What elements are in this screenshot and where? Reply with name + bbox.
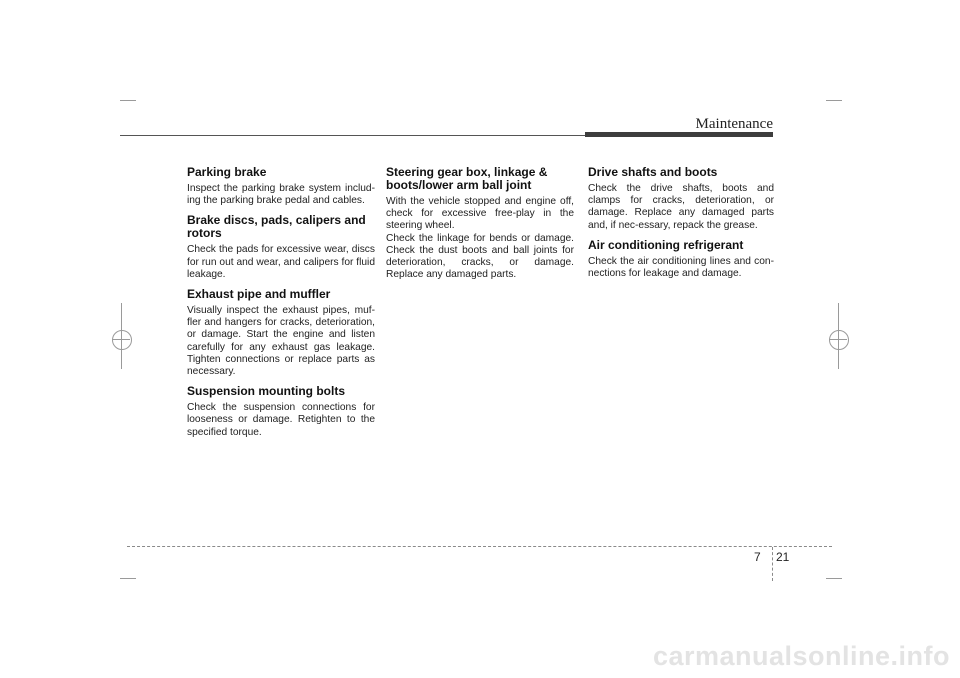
crop-mark [826, 578, 842, 579]
column-1 [187, 166, 375, 446]
section-heading: Suspension mounting bolts [187, 384, 345, 399]
section-heading: Brake discs, pads, calipers and rotors [187, 213, 366, 241]
section-parking-brake [187, 166, 375, 207]
section-body: With the vehicle stopped and engine off, check for excessive free-play in the steering wheel. [386, 196, 574, 232]
section-heading: Steering gear box, linkage & boots/lower arm ball joint [386, 165, 548, 192]
section-steering [386, 166, 574, 281]
header-rule [120, 135, 585, 136]
footer-rule [127, 546, 832, 547]
page-number: 21 [776, 550, 790, 564]
section-body: Check the suspension connections for looseness or damage. Retighten to the specified torque. [187, 402, 375, 438]
section-brake-discs [187, 214, 375, 281]
section-heading: Drive shafts and boots [588, 165, 718, 179]
header-bar [585, 132, 773, 137]
footer-divider [772, 547, 773, 581]
section-heading: Parking brake [187, 165, 267, 179]
section-body: Inspect the parking brake system includ-ing the parking brake pedal and cables. [187, 183, 375, 207]
section-title: Maintenance [695, 116, 773, 132]
section-heading: Air conditioning refrigerant [588, 237, 744, 252]
section-body: Check the air conditioning lines and con-nections for leakage and damage. [588, 255, 774, 280]
registration-circle [112, 330, 132, 350]
crop-mark [826, 100, 842, 101]
column-2 [386, 166, 574, 288]
section-body: Visually inspect the exhaust pipes, muf-fler and hangers for cracks, deterioration, or damage. Start the engine and listen carefully for any exhaust gas leakage. Tighten connections or replace parts as necessary. [187, 305, 375, 378]
section-exhaust [187, 288, 375, 378]
section-body-2: Check the linkage for bends or damage. Check the dust boots and ball joints for deterioration, cracks, or damage. Replace any damaged parts. [386, 232, 574, 281]
crop-mark [120, 100, 136, 101]
crop-mark [120, 578, 136, 579]
section-ac-refrigerant [588, 239, 774, 280]
registration-circle [829, 330, 849, 350]
section-heading: Exhaust pipe and muffler [187, 287, 331, 302]
watermark: carmanualsonline.info [652, 641, 950, 671]
section-drive-shafts [588, 166, 774, 232]
section-body: Check the drive shafts, boots and clamps for cracks, deterioration, or damage. Replace any damaged parts and, if nec-essary, repack the grease. [588, 183, 774, 231]
section-suspension [187, 385, 375, 439]
column-3 [588, 166, 774, 287]
section-body: Check the pads for excessive wear, discs for run out and wear, and calipers for fluid leakage. [187, 244, 375, 280]
chapter-number: 7 [754, 550, 761, 564]
